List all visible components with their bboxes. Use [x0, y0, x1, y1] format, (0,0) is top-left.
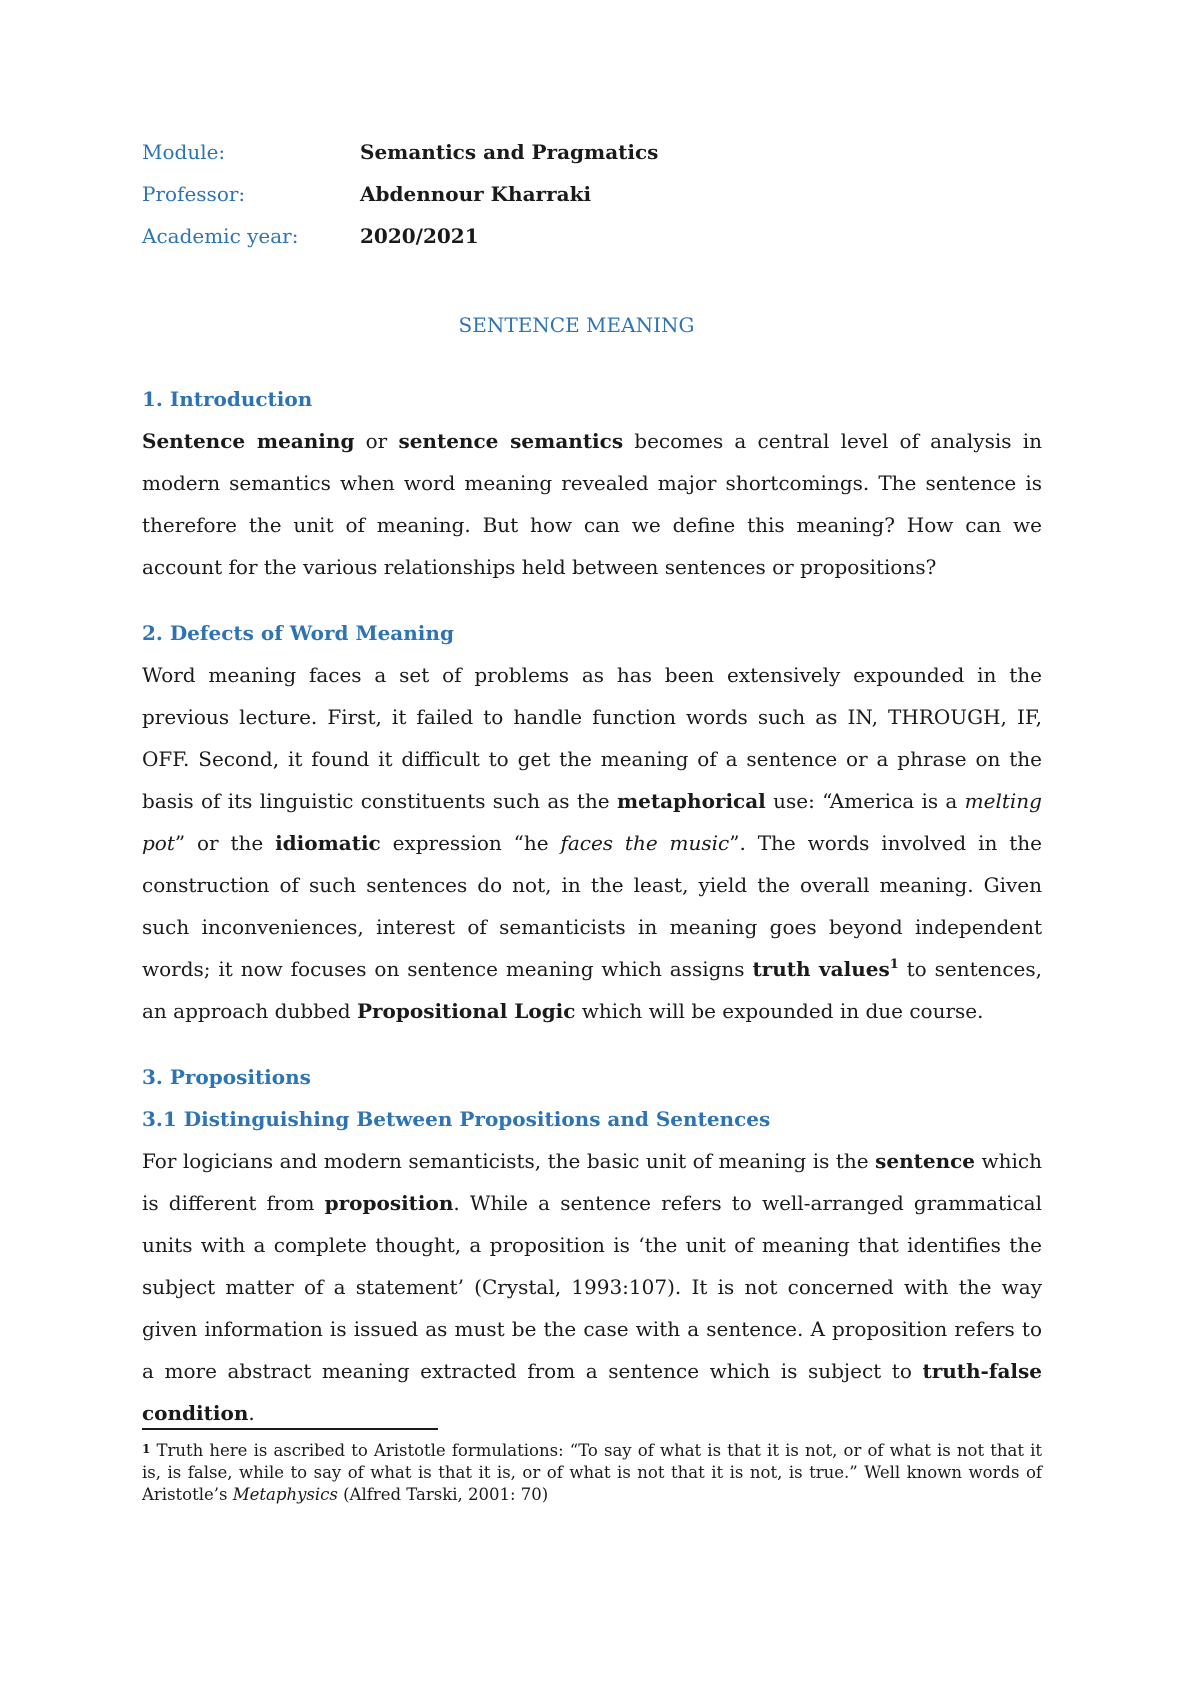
term-sentence-meaning: Sentence meaning	[142, 429, 355, 453]
year-label: Academic year:	[142, 224, 299, 248]
section-3-1-heading: 3.1 Distinguishing Between Propositions and Sentences	[142, 1107, 771, 1131]
footnote-separator	[142, 1428, 438, 1430]
text-span: which will be expounded in due course.	[575, 999, 984, 1023]
section-3-heading: 3. Propositions	[142, 1065, 311, 1089]
document-body	[142, 378, 1042, 1434]
text-span: .	[248, 1401, 255, 1425]
text-span: ” or the	[174, 831, 276, 855]
term-metaphorical: metaphorical	[616, 789, 766, 813]
text-span: becomes a central level of analysis in modern semantics when word meaning revealed major shortcomings. The sentence is therefore the unit of meaning. But how can we define this meaning? How can we account for the various relationships held between sentences or propositions?	[142, 429, 1042, 579]
text-span: to sentences, an approach dubbed	[142, 957, 1042, 1023]
section-2-heading: 2. Defects of Word Meaning	[142, 621, 454, 645]
example-melting-pot: melting pot	[142, 789, 1042, 855]
section-2-paragraph	[142, 654, 1042, 1032]
text-span: expression “he	[380, 831, 561, 855]
section-1-paragraph	[142, 420, 1042, 588]
example-faces-the-music: faces the music	[560, 831, 730, 855]
module-row	[142, 140, 658, 182]
module-label: Module:	[142, 140, 226, 164]
work-title-metaphysics: Metaphysics	[232, 1485, 338, 1504]
text-span: (Alfred Tarski, 2001: 70)	[337, 1485, 549, 1504]
text-span: use: “America is a	[765, 789, 965, 813]
course-info	[142, 140, 658, 266]
professor-row	[142, 182, 658, 224]
text-span: ”. The words involved in the construction of such sentences do not, in the least, yield the overall meaning. Given such inconveniences, interest of semanticists in meaning goes beyond independent words; it now focuses on sentence meaning which assigns	[142, 831, 1042, 981]
term-idiomatic: idiomatic	[275, 831, 381, 855]
text-span: which is different from	[142, 1149, 1042, 1215]
term-proposition: proposition	[324, 1191, 454, 1215]
professor-label: Professor:	[142, 182, 246, 206]
text-span: Word meaning faces a set of problems as has been extensively expounded in the previous lecture. First, it failed to handle function words such as IN, THROUGH, IF, OFF. Second, it found it difficult to get the meaning of a sentence or a phrase on the basis of its linguistic constituents such as the	[142, 663, 1042, 813]
professor-value: Abdennour Kharraki	[360, 182, 592, 206]
year-row	[142, 224, 658, 266]
term-propositional-logic: Propositional Logic	[356, 999, 576, 1023]
text-span: or	[354, 429, 399, 453]
term-truth-false-condition: truth-false condition	[142, 1359, 1042, 1425]
text-span: Truth here is ascribed to Aristotle formulations: “To say of what is that it is not, or of what is not that it is, is false, while to say of what is that it is, or of what is not that it is not, is true.” Well known words of Aristotle’s	[142, 1441, 1042, 1504]
term-sentence: sentence	[875, 1149, 976, 1173]
module-value: Semantics and Pragmatics	[360, 140, 659, 164]
year-value: 2020/2021	[360, 224, 479, 248]
document-title: SENTENCE MEANING	[458, 313, 695, 337]
footnote-reference[interactable]: 1	[889, 957, 899, 972]
footnote-number: 1	[142, 1442, 151, 1456]
section-3-1-paragraph	[142, 1140, 1042, 1434]
term-sentence-semantics: sentence semantics	[398, 429, 624, 453]
footnote	[142, 1440, 1042, 1506]
text-span: For logicians and modern semanticists, the basic unit of meaning is the	[142, 1149, 876, 1173]
section-1-heading: 1. Introduction	[142, 387, 313, 411]
term-truth-values: truth values	[752, 957, 890, 981]
text-span: . While a sentence refers to well-arranged grammatical units with a complete thought, a proposition is ‘the unit of meaning that identifies the subject matter of a statement’ (Crystal, 1993:107). It is not concerned with the way given information is issued as must be the case with a sentence. A proposition refers to a more abstract meaning extracted from a sentence which is subject to	[142, 1191, 1042, 1383]
